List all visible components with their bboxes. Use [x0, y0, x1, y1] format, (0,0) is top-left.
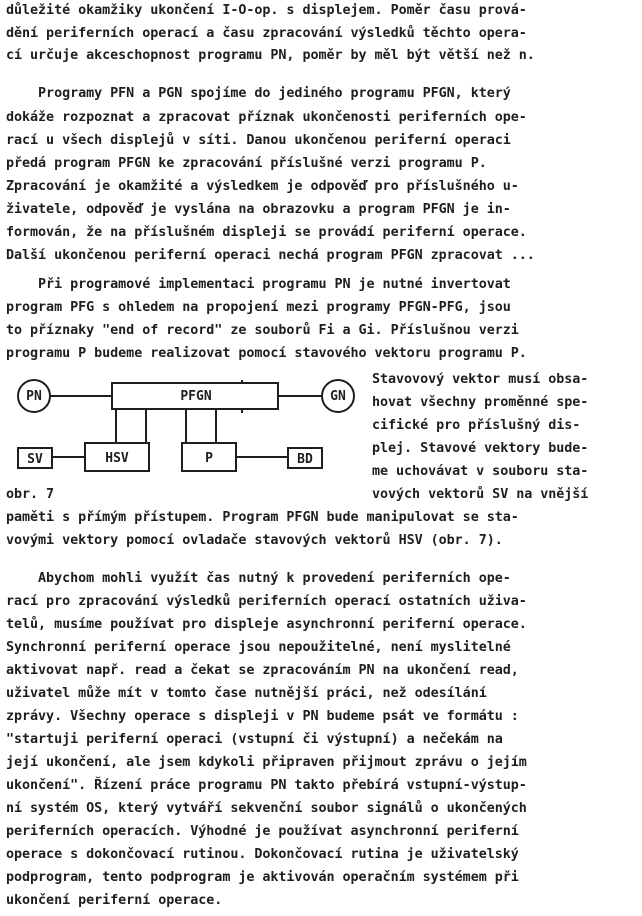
text-line: me uchovávat v souboru sta-	[372, 464, 589, 479]
node-sv-label: SV	[27, 452, 43, 467]
text-line: telů, musíme používat pro displeje asynchronní periferní operace.	[6, 617, 527, 632]
text-line: Zpracování je okamžité a výsledkem je odpověď pro příslušného u-	[6, 179, 519, 194]
text-line: její ukončení, ale jsem kdykoli připraven přijmout zprávu o jejím	[6, 755, 527, 770]
text-line: plej. Stavové vektory bude-	[372, 441, 589, 456]
text-line: důležité okamžiky ukončení I-O-op. s displejem. Poměr času prová-	[6, 3, 527, 18]
text-line: předá program PFGN ke zpracování příslušné verzi programu P.	[6, 156, 487, 171]
text-line: program PFG s ohledem na propojení mezi programy PFGN-PFG, jsou	[6, 300, 511, 315]
text-line: Synchronní periferní operace jsou nepoužitelné, není myslitelné	[6, 640, 511, 655]
text-line: dění periferních operací a času zpracování výsledků těchto opera-	[6, 26, 527, 41]
text-line: rací pro zpracování výsledků periferních operací ostatních uživa-	[6, 594, 527, 609]
text-line: programu P budeme realizovat pomocí stavového vektoru programu P.	[6, 346, 527, 361]
node-pfgn-label: PFGN	[180, 389, 212, 404]
text-line: vových vektorů SV na vnější	[372, 487, 589, 502]
text-line: Programy PFN a PGN spojíme do jediného programu PFGN, který	[6, 86, 511, 101]
diagram-svg	[0, 368, 370, 508]
text-line: periferních operacích. Výhodné je používat asynchronní periferní	[6, 824, 519, 839]
text-line: aktivovat např. read a čekat se zpracováním PN na ukončení read,	[6, 663, 519, 678]
text-line: operace s dokončovací rutinou. Dokončovací rutina je uživatelský	[6, 847, 519, 862]
node-p-label: P	[205, 451, 213, 466]
node-bd-label: BD	[297, 452, 313, 467]
text-line: Stavovový vektor musí obsa-	[372, 372, 589, 387]
text-line: živatele, odpověď je vyslána na obrazovku a program PFGN je in-	[6, 202, 511, 217]
node-pn-label: PN	[26, 389, 42, 404]
text-line: cí určuje akceschopnost programu PN, poměr by měl být větší než n.	[6, 48, 535, 63]
node-gn-label: GN	[330, 389, 346, 404]
figure-caption: obr. 7	[6, 487, 55, 502]
text-line: dokáže rozpoznat a zpracovat příznak ukončenosti periferních ope-	[6, 110, 527, 125]
text-line: ukončení periferní operace.	[6, 893, 223, 908]
text-line: ní systém OS, který vytváří sekvenční soubor signálů o ukončených	[6, 801, 527, 816]
figure-diagram	[0, 368, 370, 508]
text-line: hovat všechny proměnné spe-	[372, 395, 589, 410]
text-line: "startuji periferní operaci (vstupní či výstupní) a nečekám na	[6, 732, 503, 747]
text-line: formován, že na příslušném displeji se provádí periferní operace.	[6, 225, 527, 240]
text-line: ukončení". Řízení práce programu PN takto přebírá vstupní-výstup-	[6, 778, 527, 793]
text-line: podprogram, tento podprogram je aktivován operačním systémem při	[6, 870, 519, 885]
text-line: Abychom mohli využít čas nutný k provedení periferních ope-	[6, 571, 511, 586]
text-line: rací u všech displejů v síti. Danou ukončenou periferní operaci	[6, 133, 511, 148]
text-line: vovými vektory pomocí ovladače stavových vektorů HSV (obr. 7).	[6, 533, 503, 548]
text-line: Při programové implementaci programu PN je nutné invertovat	[6, 277, 511, 292]
text-line: uživatel může mít v tomto čase nutnější práci, než odesílání	[6, 686, 487, 701]
text-line: paměti s přímým přístupem. Program PFGN bude manipulovat se sta-	[6, 510, 519, 525]
text-line: zprávy. Všechny operace s displeji v PN budeme psát ve formátu :	[6, 709, 519, 724]
text-line: to příznaky "end of record" ze souborů Fi a Gi. Příslušnou verzi	[6, 323, 519, 338]
text-line: Další ukončenou periferní operaci nechá program PFGN zpracovat ...	[6, 248, 535, 263]
text-line: cifické pro příslušný dis-	[372, 418, 581, 433]
node-hsv-label: HSV	[105, 451, 129, 466]
